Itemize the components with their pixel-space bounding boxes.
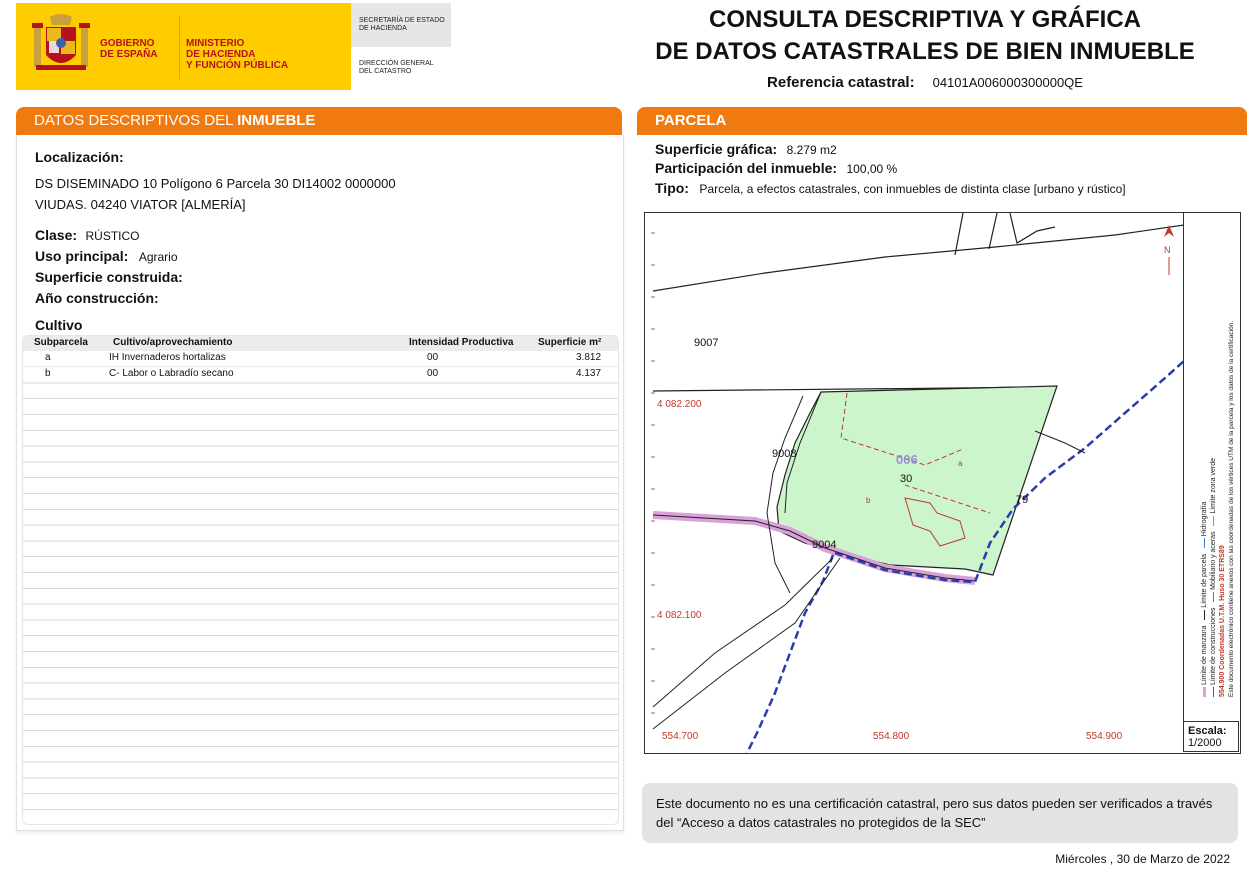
title-line-2: DE DATOS CATASTRALES DE BIEN INMUEBLE <box>655 38 1195 65</box>
clase-label: Clase: <box>35 227 78 243</box>
gov-name <box>100 38 158 60</box>
coord-y-2: 4 082.100 <box>657 610 702 621</box>
coord-x-3: 554.900 <box>1086 731 1123 742</box>
legend-row-1 <box>1200 237 1209 697</box>
address-line-2: VIUDAS. 04240 VIATOR [ALMERÍA] <box>35 197 246 212</box>
table-header <box>23 336 618 351</box>
map-legend <box>1164 212 1241 721</box>
row-cultivo: C- Labor o Labradío secano <box>109 368 234 379</box>
scale-label: Escala: <box>1188 725 1227 737</box>
map-label-a: a <box>958 459 963 468</box>
uso-row <box>35 248 178 266</box>
sec-line-1: SECRETARÍA DE ESTADO <box>359 17 445 24</box>
scale-box <box>1183 721 1239 752</box>
legend-construcciones-swatch <box>1213 687 1214 697</box>
government-logo-block <box>16 3 351 90</box>
gov-line-1: GOBIERNO <box>100 38 155 49</box>
north-arrow-icon <box>1162 223 1176 277</box>
row-subparcela: a <box>45 352 51 363</box>
row-intensidad: 00 <box>427 352 439 363</box>
header-intensidad: Intensidad Productiva <box>409 337 514 348</box>
ministry-name <box>186 38 288 71</box>
ministry-line-2: DE HACIENDA <box>186 49 256 60</box>
legend-rotated-wrap <box>1184 213 1240 721</box>
legend-parcela-swatch <box>1204 610 1205 620</box>
ref-label: Referencia catastral: <box>767 74 915 91</box>
cultivo-label: Cultivo <box>35 317 83 333</box>
clase-row <box>35 227 139 245</box>
section-header-datos <box>16 107 622 135</box>
map-label-9008: 9008 <box>772 448 797 460</box>
row-subparcela: b <box>45 368 51 379</box>
legend-note: Este documento electrónico contiene anexos con las coordenadas de los vértices UTM de la parcela y los datos de la certificación. <box>1228 320 1235 697</box>
table-row <box>23 351 618 366</box>
logo-divider <box>179 15 180 79</box>
cultivo-table <box>22 335 619 825</box>
ministry-line-1: MINISTERIO <box>186 38 245 49</box>
referencia-catastral <box>650 74 1200 91</box>
legend-content <box>1200 237 1236 697</box>
tipo-row <box>655 180 1126 198</box>
dir-line-2: DEL CATASTRO <box>359 68 412 75</box>
direccion-block <box>351 47 451 90</box>
participacion-value: 100,00 % <box>846 162 898 176</box>
sup-construida-label: Superficie construida: <box>35 269 183 285</box>
coat-of-arms-icon <box>30 13 92 79</box>
tipo-value: Parcela, a efectos catastrales, con inmuebles de distinta clase [urbano y rústico] <box>699 182 1126 196</box>
scale-value: 1/2000 <box>1188 737 1222 749</box>
header-cultivo: Cultivo/aprovechamiento <box>113 337 233 348</box>
sec-line-2: DE HACIENDA <box>359 25 407 32</box>
map-label-9007: 9007 <box>694 337 719 349</box>
notice-box: Este documento no es una certificación catastral, pero sus datos pueden ser verificados a través del “Acceso a datos catastrales no protegidos de la SEC” <box>642 783 1238 843</box>
gov-line-2: DE ESPAÑA <box>100 49 158 60</box>
row-intensidad: 00 <box>427 368 439 379</box>
row-superficie: 4.137 <box>576 368 602 379</box>
address-line-1: DS DISEMINADO 10 Polígono 6 Parcela 30 DI14002 0000000 <box>35 176 396 191</box>
sup-grafica-value: 8.279 m2 <box>786 143 837 157</box>
map-drawing <box>645 213 1184 753</box>
legend-hidro-swatch <box>1204 538 1205 548</box>
row-cultivo: IH Invernaderos hortalizas <box>109 352 226 363</box>
legend-parcela: Límite de parcela <box>1201 554 1208 608</box>
title-line-1: CONSULTA DESCRIPTIVA Y GRÁFICA <box>708 6 1142 33</box>
map-label-79: 79 <box>1016 494 1029 506</box>
svg-text:N: N <box>1164 245 1171 255</box>
coord-y-1: 4 082.200 <box>657 399 702 410</box>
map-label-006: 006 <box>896 452 918 467</box>
tipo-label: Tipo: <box>655 180 689 196</box>
address <box>35 173 396 215</box>
legend-verde-swatch <box>1213 516 1214 526</box>
legend-hidrografia: Hidrografía <box>1201 501 1208 537</box>
ref-value: 04101A006000300000QE <box>932 75 1083 90</box>
table-row <box>23 367 618 382</box>
map-label-b: b <box>866 496 871 505</box>
coord-x-2: 554.800 <box>873 731 910 742</box>
legend-manzana: Límite de manzana <box>1201 625 1208 686</box>
section-title-prefix: DATOS DESCRIPTIVOS DEL <box>34 112 238 129</box>
localizacion-label: Localización: <box>35 149 124 165</box>
dir-line-1: DIRECCIÓN GENERAL <box>359 60 434 67</box>
map-label-30: 30 <box>900 473 913 485</box>
legend-utm: 554.900 Coordenadas U.T.M. Huso 30 ETRS89 <box>1219 545 1226 697</box>
secretaria-block <box>351 3 451 47</box>
uso-label: Uso principal: <box>35 248 129 264</box>
cadastral-map <box>644 212 1241 754</box>
header-subparcela: Subparcela <box>34 337 88 348</box>
anio-label: Año construcción: <box>35 290 159 306</box>
section-header-parcela: PARCELA <box>637 107 1247 135</box>
ministry-line-3: Y FUNCIÓN PÚBLICA <box>186 60 289 71</box>
sup-grafica-row <box>655 141 837 159</box>
legend-manzana-swatch <box>1203 687 1206 697</box>
map-label-9004: 9004 <box>812 539 837 551</box>
legend-mobiliario-swatch <box>1213 592 1214 602</box>
header-superficie: Superficie m² <box>538 337 602 348</box>
legend-mobiliario: Mobiliario y aceras <box>1210 531 1217 590</box>
section-title-bold: INMUEBLE <box>237 112 316 129</box>
document-date: Miércoles , 30 de Marzo de 2022 <box>1055 852 1230 866</box>
legend-row-2 <box>1209 237 1218 697</box>
uso-value: Agrario <box>138 250 178 264</box>
legend-zona-verde: Límite zona verde <box>1210 458 1217 514</box>
participacion-row <box>655 160 897 178</box>
page-title <box>650 4 1200 68</box>
participacion-label: Participación del inmueble: <box>655 160 838 176</box>
sup-grafica-label: Superficie gráfica: <box>655 141 778 157</box>
legend-construcciones: Límite de construcciones <box>1210 607 1217 686</box>
row-superficie: 3.812 <box>576 352 602 363</box>
clase-value: RÚSTICO <box>85 229 140 243</box>
coord-x-1: 554.700 <box>662 731 699 742</box>
